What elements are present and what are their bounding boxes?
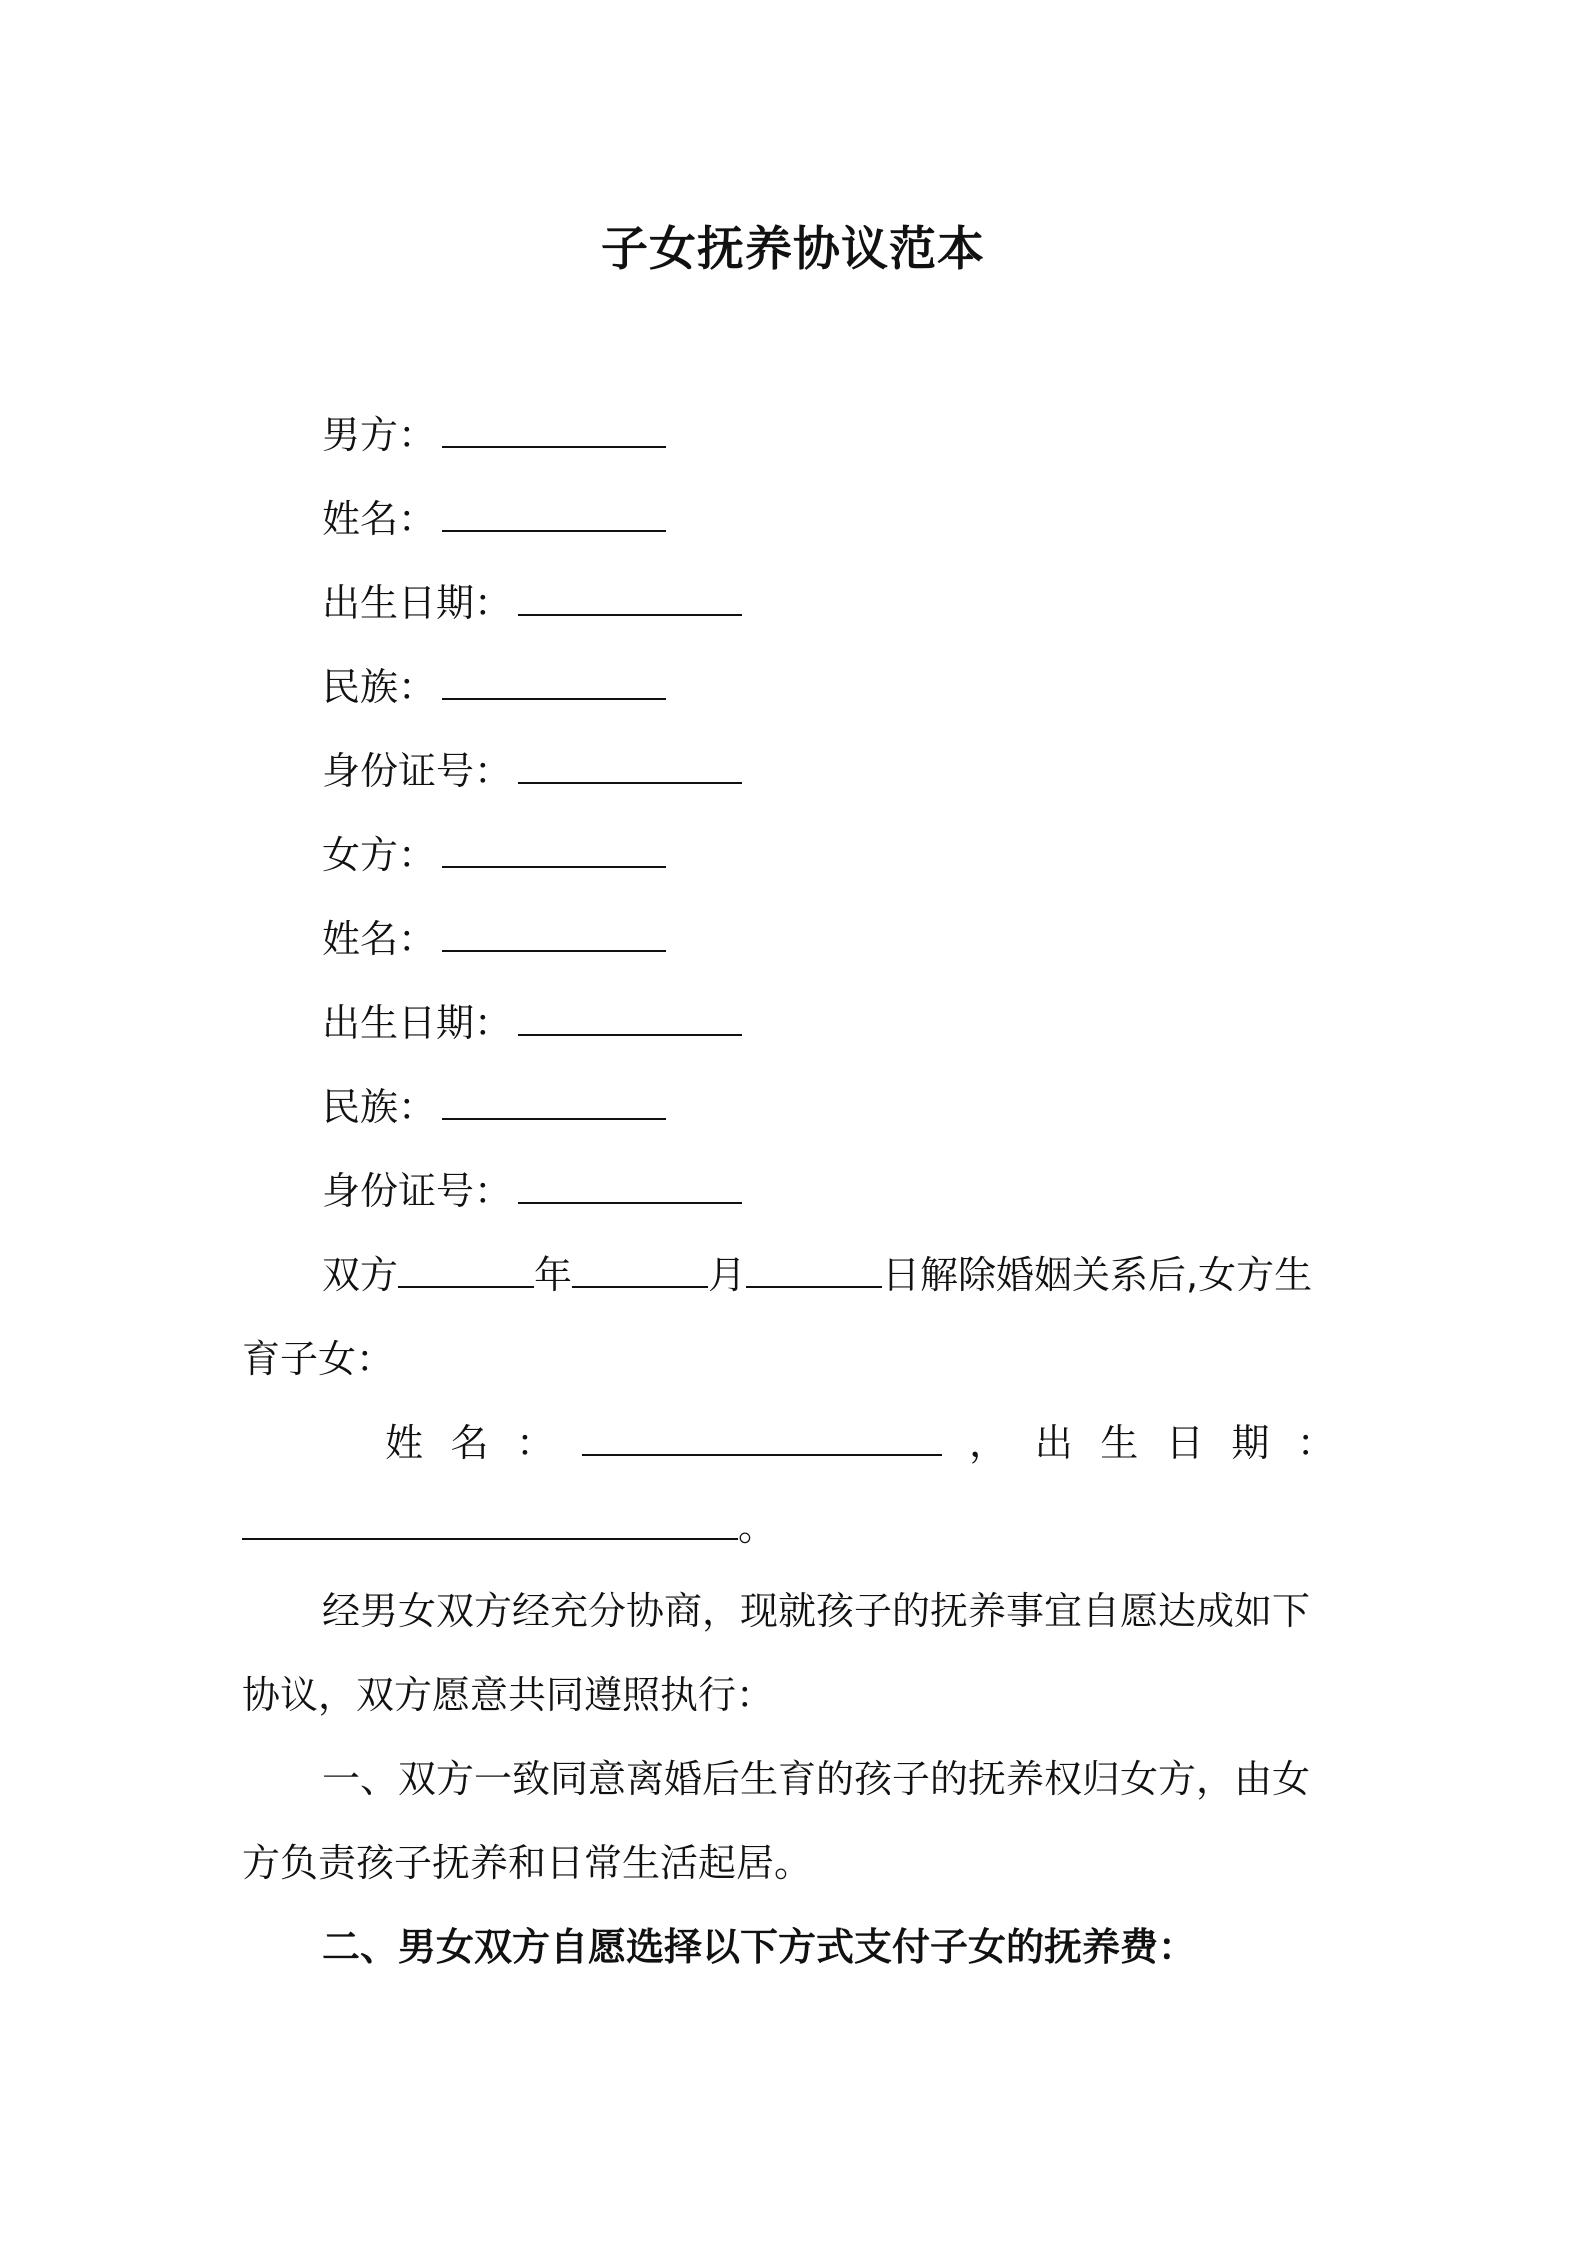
child-comma: ， (969, 1421, 1008, 1465)
divorce-line (322, 1250, 1354, 1300)
male-ethnicity-field (322, 662, 666, 712)
male-name-field (322, 494, 666, 544)
female-id-blank[interactable] (518, 1168, 742, 1204)
intro-line-1: 经男女双方经充分协商，现就孩子的抚养事宜自愿达成如下 (322, 1589, 1311, 1633)
male-birth-blank[interactable] (518, 580, 742, 616)
child-name-char-2: 名 (450, 1421, 489, 1465)
female-id-label: 身份证号： (322, 1169, 513, 1213)
female-ethnicity-blank[interactable] (442, 1084, 666, 1120)
clause-1-line-1: 一、双方一致同意离婚后生育的孩子的抚养权归女方，由女 (322, 1757, 1311, 1801)
child-birth-char-3: 日 (1165, 1421, 1204, 1465)
female-header-label: 女方： (322, 833, 437, 877)
child-line (385, 1418, 1335, 1468)
male-id-blank[interactable] (518, 748, 742, 784)
male-id-label: 身份证号： (322, 749, 513, 793)
female-name-blank[interactable] (442, 916, 666, 952)
divorce-day-blank[interactable] (746, 1252, 882, 1288)
male-name-blank[interactable] (442, 496, 666, 532)
female-name-label: 姓名： (322, 917, 437, 961)
male-name-label: 姓名： (322, 497, 437, 541)
child-birth-char-2: 生 (1100, 1421, 1139, 1465)
female-birth-label: 出生日期： (322, 1001, 513, 1045)
child-birth-char-5: ： (1296, 1421, 1335, 1465)
clause-2-line-1: 二、男女双方自愿选择以下方式支付子女的抚养费： (322, 1925, 1197, 1969)
male-id-field (322, 746, 742, 796)
male-header-label: 男方： (322, 413, 437, 457)
female-header-field (322, 830, 666, 880)
male-birth-field (322, 578, 742, 628)
child-birth-line (242, 1502, 1354, 1552)
female-ethnicity-label: 民族： (322, 1085, 437, 1129)
female-header-blank[interactable] (442, 832, 666, 868)
divorce-year-blank[interactable] (398, 1252, 534, 1288)
divorce-suffix: 日解除婚姻关系后,女方生 (882, 1253, 1313, 1297)
female-birth-blank[interactable] (518, 1000, 742, 1036)
clause-1-line-2: 方负责孩子抚养和日常生活起居。 (242, 1841, 813, 1885)
divorce-month-label: 月 (708, 1253, 747, 1297)
child-birth-blank[interactable] (242, 1504, 738, 1540)
female-ethnicity-field (322, 1082, 666, 1132)
divorce-prefix: 双方 (322, 1253, 399, 1297)
female-name-field (322, 914, 666, 964)
child-birth-char-4: 期 (1231, 1421, 1270, 1465)
male-header-blank[interactable] (442, 412, 666, 448)
child-birth-char-1: 出 (1034, 1421, 1073, 1465)
intro-line-2: 协议，双方愿意共同遵照执行： (242, 1673, 775, 1717)
male-ethnicity-blank[interactable] (442, 664, 666, 700)
male-header-field (322, 410, 666, 460)
child-name-blank[interactable] (582, 1420, 942, 1456)
male-ethnicity-label: 民族： (322, 665, 437, 709)
child-name-char-1: 姓 (385, 1421, 424, 1465)
male-birth-label: 出生日期： (322, 581, 513, 625)
divorce-month-blank[interactable] (572, 1252, 708, 1288)
divorce-year-label: 年 (534, 1253, 573, 1297)
document-title: 子女抚养协议范本 (601, 222, 985, 277)
divorce-continuation: 育子女： (242, 1337, 395, 1381)
female-id-field (322, 1166, 742, 1216)
child-birth-end: 。 (738, 1505, 777, 1549)
female-birth-field (322, 998, 742, 1048)
child-name-char-3: ： (516, 1421, 555, 1465)
